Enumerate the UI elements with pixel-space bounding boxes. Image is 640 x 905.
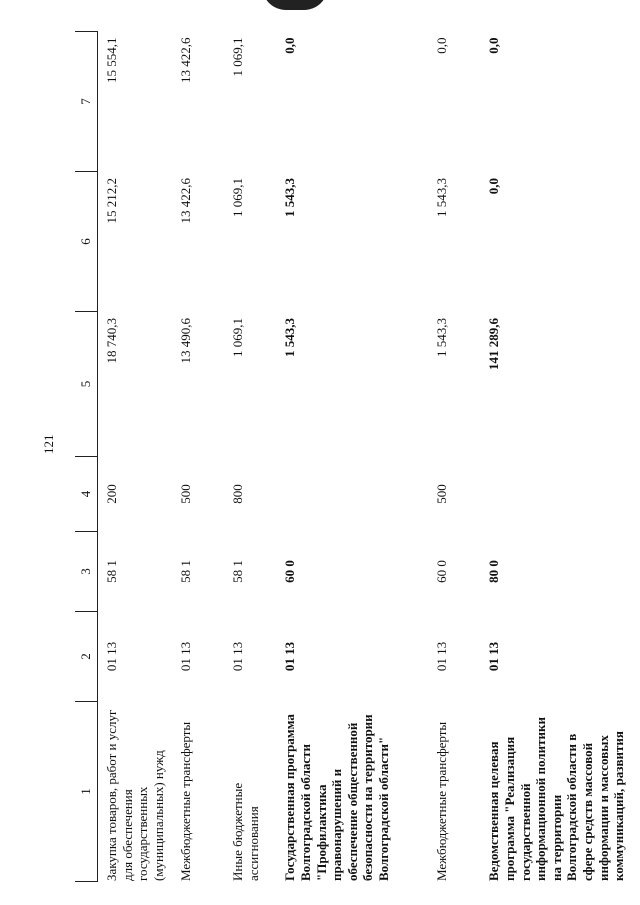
row-name: Ведомственная целевая программа "Реализация государственной информационной политики на территории Волгоградской области в сфере средств массовой информации и массовых коммуникаций, развития	[486, 717, 627, 881]
column-header-2: 2	[75, 612, 98, 702]
rotated-page-content	[75, 32, 627, 882]
column-header-5: 5	[75, 312, 98, 457]
column-header-1: 1	[75, 702, 98, 882]
budget-table	[75, 31, 640, 882]
scan-artifact	[262, 0, 328, 10]
row-section: 01 13	[104, 641, 119, 672]
row-value-6: 0,0	[486, 178, 502, 195]
row-section: 01 13	[178, 641, 194, 672]
row-value-5: 18 740,3	[104, 318, 119, 364]
row-value-5: 1 069,1	[230, 318, 246, 357]
column-header-3: 3	[75, 532, 98, 612]
row-value-7: 15 554,1	[104, 37, 119, 83]
row-name: Государственная программа Волгоградской области "Профилактика правонарушений и обеспечение общественной безопасности на территории Волгоградской области"	[282, 714, 391, 881]
row-value-7: 1 069,1	[230, 37, 246, 77]
row-section: 01 13	[282, 641, 298, 672]
row-type: 200	[104, 484, 119, 504]
row-target: 58 1	[178, 560, 194, 583]
row-value-6: 13 422,6	[178, 178, 194, 224]
row-type	[276, 457, 428, 532]
row-section: 01 13	[486, 641, 502, 672]
row-name: Закупка товаров, работ и услуг для обеспечения государственных (муниципальных) нужд	[104, 709, 166, 881]
row-name: Иные бюджетные ассигнования	[230, 782, 261, 881]
page-number: 121	[41, 434, 56, 454]
row-value-7: 0,0	[282, 37, 298, 54]
header-row	[75, 32, 98, 882]
row-type	[480, 457, 640, 532]
table-row	[480, 32, 640, 882]
row-type: 500	[434, 484, 450, 504]
table-row	[428, 32, 480, 882]
row-section: 01 13	[434, 641, 450, 672]
row-value-5: 1 543,3	[282, 318, 298, 357]
row-type: 800	[230, 484, 246, 504]
row-name: Межбюджетные трансферты	[178, 721, 194, 881]
row-name: Межбюджетные трансферты	[434, 721, 450, 881]
row-value-6: 1 543,3	[434, 178, 450, 217]
row-target: 60 0	[434, 560, 450, 583]
row-target: 58 1	[230, 560, 246, 583]
column-header-4: 4	[75, 457, 98, 532]
row-value-6: 1 543,3	[282, 178, 298, 217]
column-header-7: 7	[75, 32, 98, 172]
row-target: 60 0	[282, 560, 298, 583]
row-value-5: 1 543,3	[434, 318, 450, 357]
row-value-7: 13 422,6	[178, 37, 194, 83]
row-type: 500	[178, 484, 194, 504]
table-row	[98, 32, 173, 882]
column-header-6: 6	[75, 172, 98, 312]
row-value-6: 15 212,2	[104, 178, 119, 224]
budget-table-container	[75, 32, 627, 882]
table-row	[224, 32, 276, 882]
row-value-7: 0,0	[434, 37, 450, 54]
row-value-5: 141 289,6	[486, 318, 502, 370]
table-row	[276, 32, 428, 882]
table-row	[172, 32, 224, 882]
row-target: 80 0	[486, 560, 502, 583]
row-value-5: 13 490,6	[178, 318, 194, 364]
row-section: 01 13	[230, 641, 246, 672]
row-value-7: 0,0	[486, 37, 502, 54]
row-value-6: 1 069,1	[230, 178, 246, 217]
row-target: 58 1	[104, 560, 119, 583]
